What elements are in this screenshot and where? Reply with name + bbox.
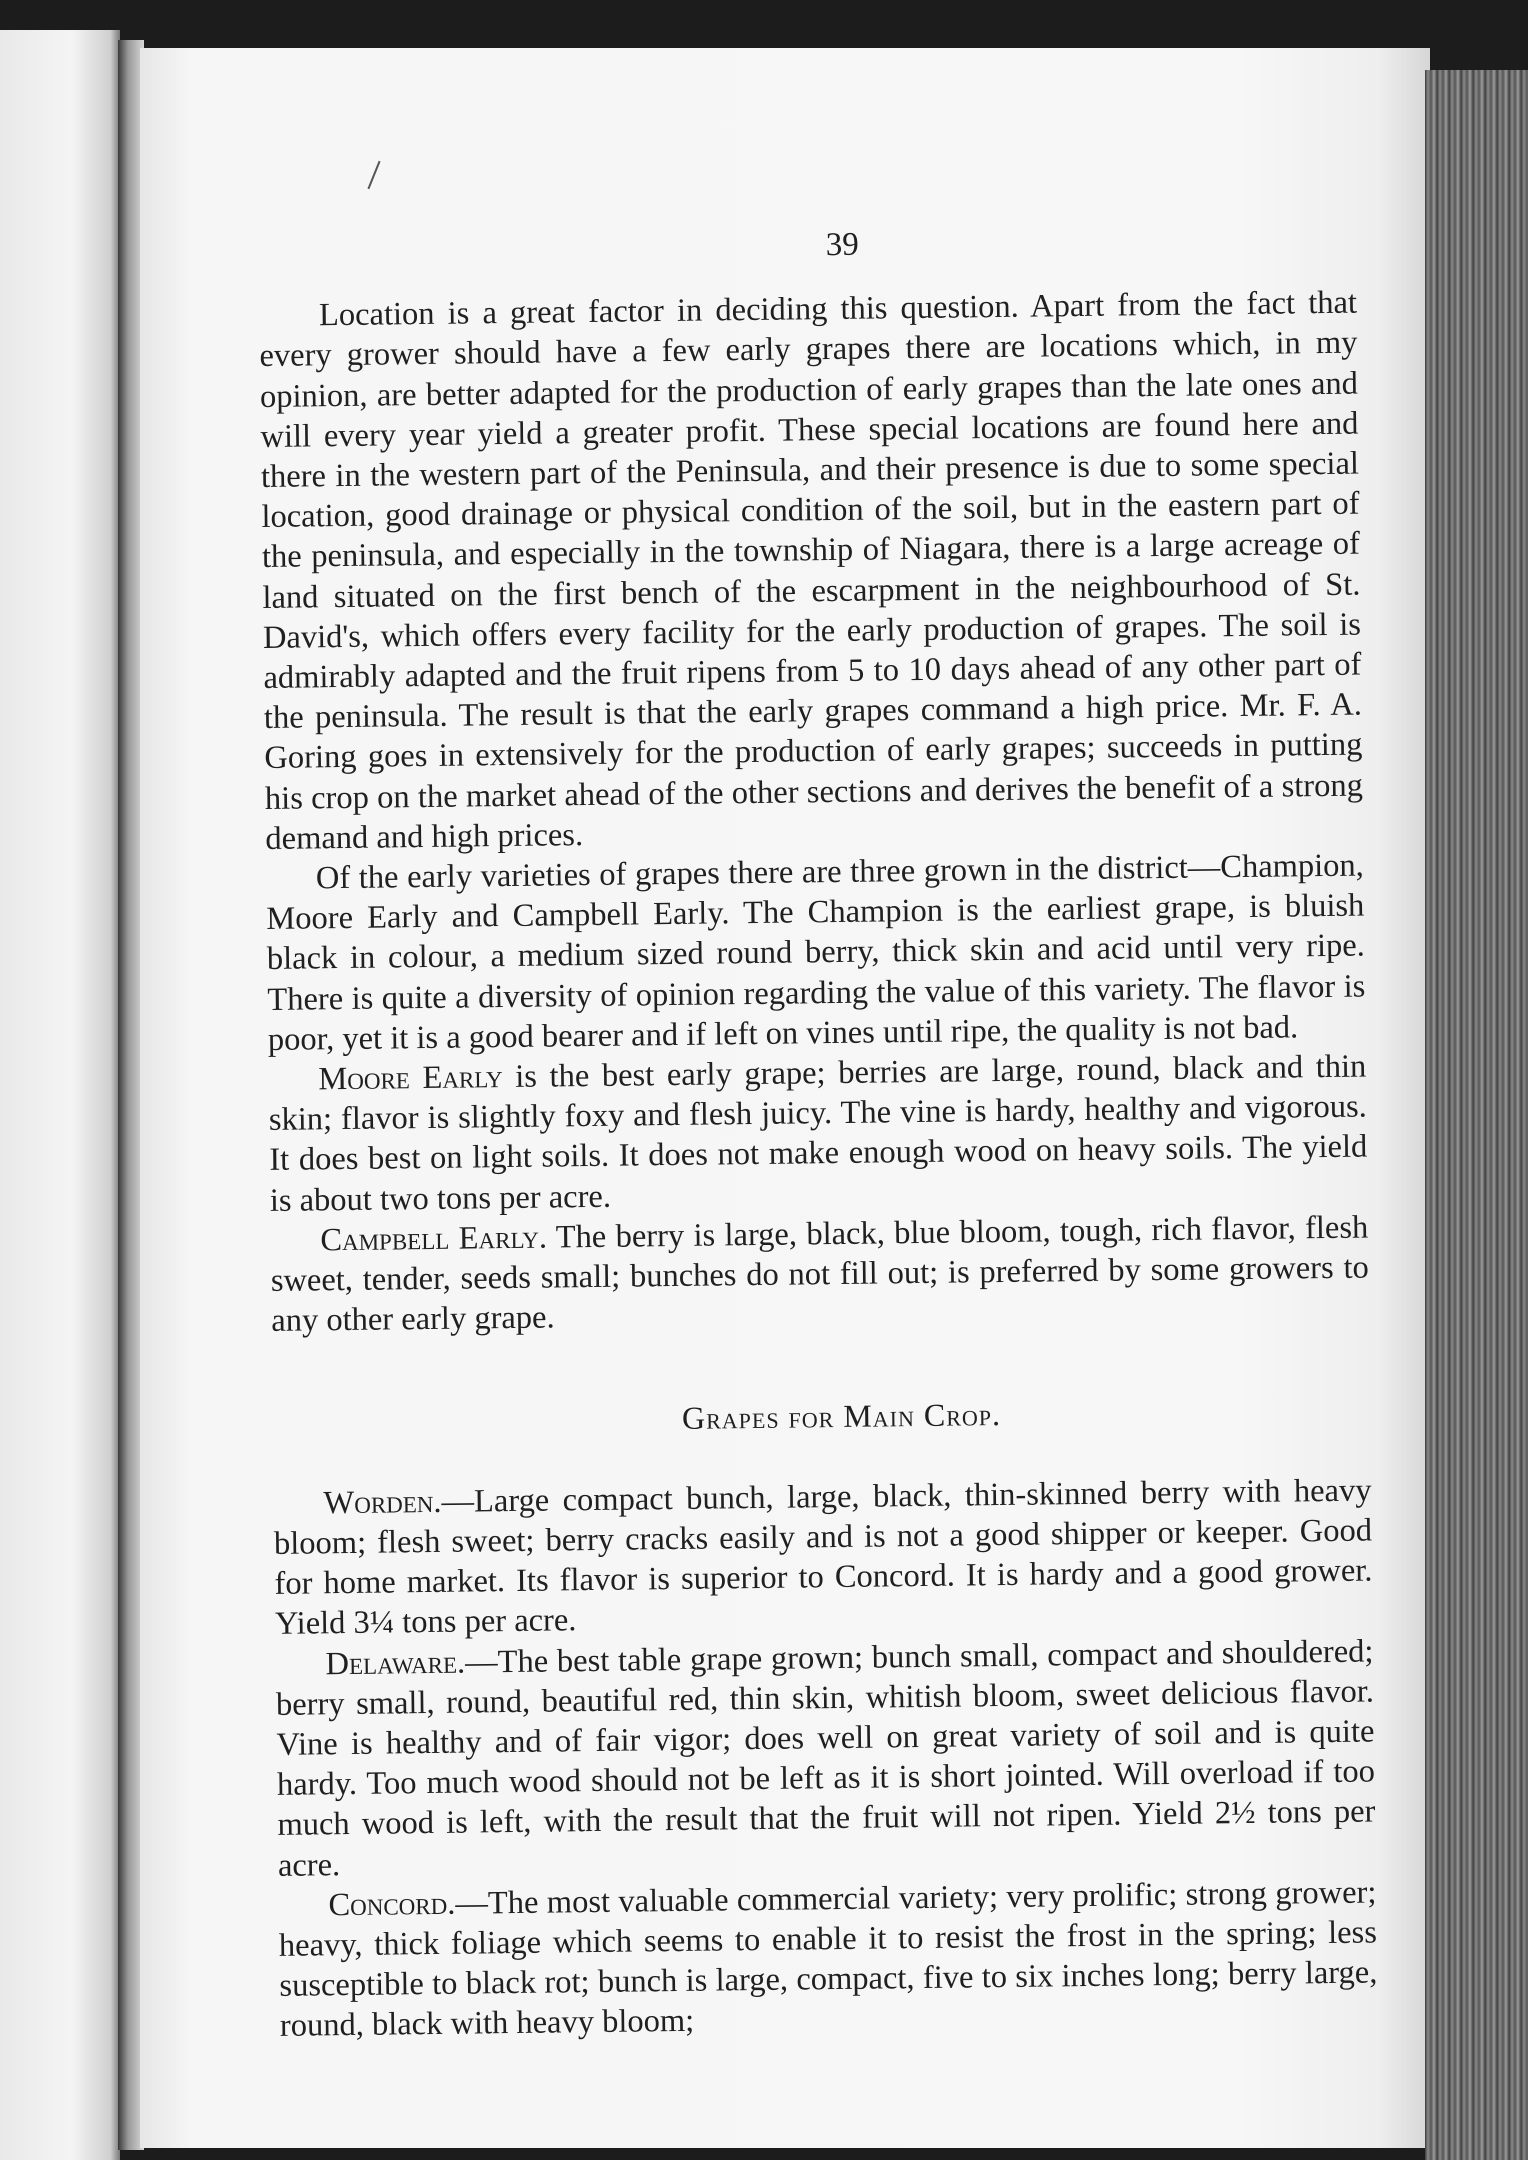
facing-page-edge (0, 30, 120, 2160)
page-number: 39 (825, 226, 859, 264)
paragraph (266, 846, 1366, 1060)
page-text (258, 219, 1378, 2047)
variety-entry (273, 1470, 1373, 1644)
variety-description: —The most valuable commercial variety; very prolific; strong grower; heavy, thick foliage which seems to enable it to resist the frost in the spring; less susceptible to black rot; bunch is large, compact, five to six inches long; berry large, round, black with heavy bloom; (278, 1874, 1378, 2045)
page-edges (1425, 70, 1528, 2160)
variety-name: Worden. (323, 1483, 442, 1521)
paragraph (268, 1047, 1368, 1221)
variety-name: Moore Early (318, 1059, 503, 1098)
variety-name: Campbell Early. (320, 1219, 548, 1259)
paragraph-text: is the best early grape; berries are large, round, black and thin skin; flavor is slightly foxy and flesh juicy. The vine is hardy, healthy and vigorous. It does best on light soils. It does not make enough wood on heavy soils. The yield is about two tons per acre. (268, 1048, 1368, 1219)
paragraph-text: Location is a great factor in deciding this question. Apart from the fact that every grower should have a few early grapes there are locations which, in my opinion, are better adapted for the production of early grapes than the late ones and will every year yield a greater profit. These special locations are found here and there in the western part of the Peninsula, and their presence is due to some special location, good drainage or physical condition of the soil, but in the eastern part of the peninsula, and especially in the township of Niagara, there is a large acreage of land situated on the first bench of the escarpment in the neighbourhood of St. David's, which offers every facility for the early production of grapes. The soil is admirably adapted and the fruit ripens from 5 to 10 days ahead of any other part of the peninsula. The result is that the early grapes command a high price. Mr. F. A. Goring goes in extensively for the production of early grapes; succeeds in putting his crop on the market ahead of the other sections and derives the benefit of a strong demand and high prices. (259, 284, 1364, 857)
paragraph-text: The berry is large, black, blue bloom, tough, rich flavor, flesh sweet, tender, seeds small; bunches do not fill out; is preferred by some growers to any other early grape. (270, 1209, 1369, 1340)
variety-entry (275, 1631, 1376, 1886)
paragraph (270, 1207, 1369, 1341)
variety-description: —The best table grape grown; bunch small, compact and shouldered; berry small, round, beautiful red, thin skin, whitish bloom, sweet delicious flavor. Vine is healthy and of fair vigor; does well on great variety of soil and is quite hardy. Too much wood should not be left as it is short jointed. Will overload if too much wood is left, with the result that the fruit will not ripen. Yield 2½ tons per acre. (275, 1632, 1376, 1884)
paragraph-text: Of the early varieties of grapes there are three grown in the district—Champion, Moore Early and Campbell Early. The Champion is the earliest grape, is bluish black in colour, a medium sized round berry, thick skin and acid until very ripe. There is quite a diversity of opinion regarding the value of this variety. The flavor is poor, yet it is a good bearer and if left on vines until ripe, the quality is not bad. (266, 847, 1366, 1058)
variety-description: —Large compact bunch, large, black, thin-skinned berry with heavy bloom; flesh sweet; berry cracks easily and is not a good shipper or keeper. Good for home market. Its flavor is superior to Concord. It is hardy and a good grower. Yield 3¼ tons per acre. (273, 1472, 1373, 1643)
section-heading: Grapes for Main Crop. (681, 1396, 1002, 1437)
variety-name: Concord. (328, 1885, 456, 1923)
variety-name: Delaware. (325, 1644, 466, 1682)
variety-entry (278, 1872, 1378, 2046)
paragraph (259, 283, 1364, 859)
